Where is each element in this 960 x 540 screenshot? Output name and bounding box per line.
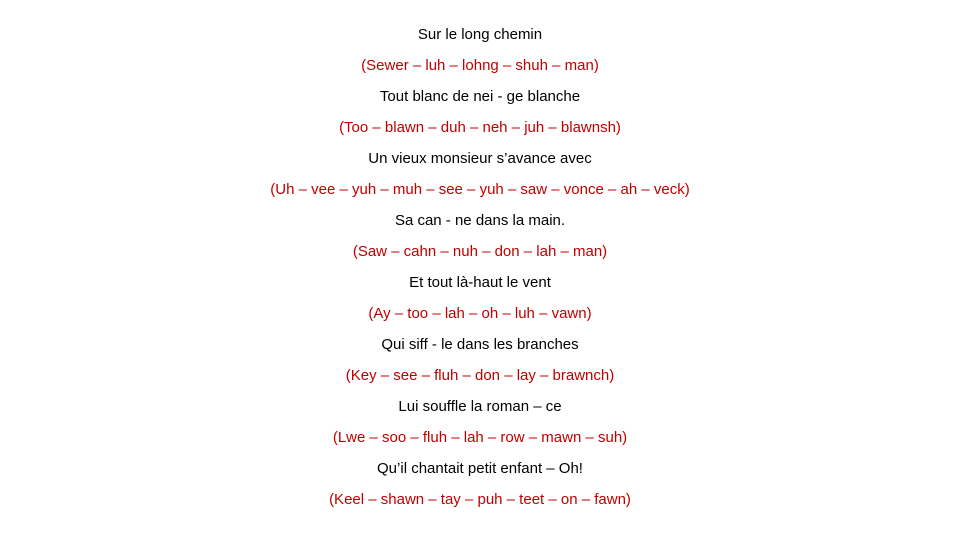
lyric-line-pronunciation: (Too – blawn – duh – neh – juh – blawnsh) [339, 119, 621, 136]
lyric-line-pronunciation: (Ay – too – lah – oh – luh – vawn) [368, 305, 592, 322]
lyric-line-french: Qu’il chantait petit enfant – Oh! [377, 460, 583, 477]
lyric-line-french: Qui siff - le dans les branches [381, 336, 579, 353]
lyric-line-pronunciation: (Key – see – fluh – don – lay – brawnch) [345, 367, 615, 384]
lyric-line-french: Lui souffle la roman – ce [398, 398, 562, 415]
lyric-line-pronunciation: (Saw – cahn – nuh – don – lah – man) [352, 243, 608, 260]
lyric-line-french: Sur le long chemin [417, 26, 543, 43]
lyric-line-pronunciation: (Sewer – luh – lohng – shuh – man) [361, 57, 599, 74]
lyrics-list [0, 19, 960, 515]
lyric-line-french: Sa can - ne dans la main. [394, 212, 566, 229]
lyric-line-french: Et tout là-haut le vent [409, 274, 551, 291]
lyric-line-pronunciation: (Uh – vee – yuh – muh – see – yuh – saw – vonce – ah – veck) [270, 181, 690, 198]
lyric-line-pronunciation: (Keel – shawn – tay – puh – teet – on – fawn) [329, 491, 631, 508]
lyric-line-french: Tout blanc de nei - ge blanche [379, 88, 581, 105]
lyric-line-pronunciation: (Lwe – soo – fluh – lah – row – mawn – suh) [332, 429, 628, 446]
lyric-line-french: Un vieux monsieur s’avance avec [368, 150, 592, 167]
